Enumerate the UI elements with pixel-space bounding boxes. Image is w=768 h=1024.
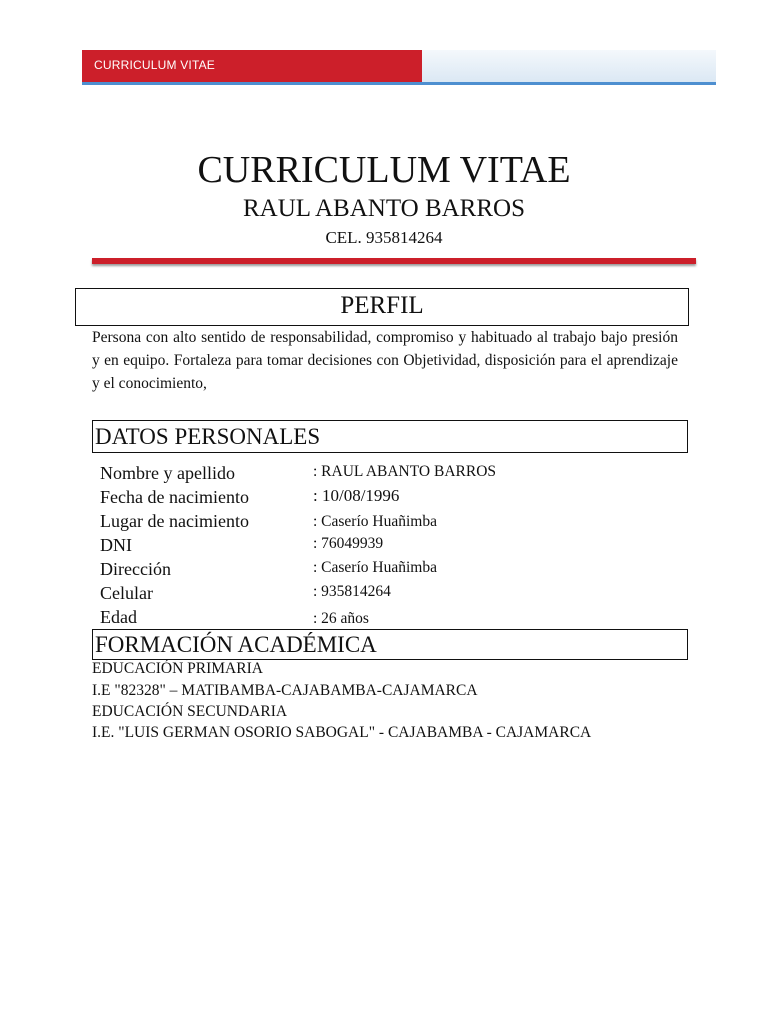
datos-value-nombre: : RAUL ABANTO BARROS [313, 463, 497, 480]
datos-label-nombre: Nombre y apellido [100, 463, 235, 483]
datos-label-celular: Celular [100, 583, 153, 603]
perfil-text: Persona con alto sentido de responsabilidad, compromiso y habituado al trabajo bajo presión y en equipo. Fortaleza para tomar decisiones con Objetividad, disposición para el aprendizaje y el conocimiento, [92, 329, 678, 392]
datos-value-edad: : 26 años [313, 610, 369, 627]
datos-value-celular: : 935814264 [313, 583, 391, 600]
datos-value-lugar: : Caserío Huañimba [313, 513, 437, 530]
document-title: CURRICULUM VITAE [197, 149, 571, 191]
datos-value-dni: : 76049939 [313, 535, 384, 552]
datos-heading: DATOS PERSONALES [92, 420, 688, 453]
datos-label-dni: DNI [100, 535, 132, 555]
datos-label-fecha: Fecha de nacimiento [100, 487, 249, 507]
datos-value-direccion: : Caserío Huañimba [313, 559, 437, 576]
datos-value-fecha: : 10/08/1996 [313, 486, 400, 505]
header-blue-line [82, 82, 716, 85]
phone-line: CEL. 935814264 [325, 228, 443, 247]
red-divider [92, 258, 696, 264]
datos-label-direccion: Dirección [100, 559, 171, 579]
formacion-line-secundaria: EDUCACIÓN SECUNDARIA [92, 703, 288, 720]
datos-label-edad: Edad [100, 607, 137, 627]
formacion-line-primaria: EDUCACIÓN PRIMARIA [92, 660, 263, 677]
person-name: RAUL ABANTO BARROS [243, 195, 525, 222]
formacion-heading: FORMACIÓN ACADÉMICA [92, 629, 688, 660]
header-band [82, 50, 716, 86]
formacion-line-ie-primaria: I.E "82328" – MATIBAMBA-CAJABAMBA-CAJAMARCA [92, 682, 478, 699]
perfil-heading: PERFIL [75, 288, 689, 326]
datos-label-lugar: Lugar de nacimiento [100, 511, 249, 531]
formacion-line-ie-secundaria: I.E. "LUIS GERMAN OSORIO SABOGAL" - CAJABAMBA - CAJAMARCA [92, 724, 592, 741]
header-blue-block [422, 50, 716, 82]
header-label: CURRICULUM VITAE [94, 58, 215, 72]
